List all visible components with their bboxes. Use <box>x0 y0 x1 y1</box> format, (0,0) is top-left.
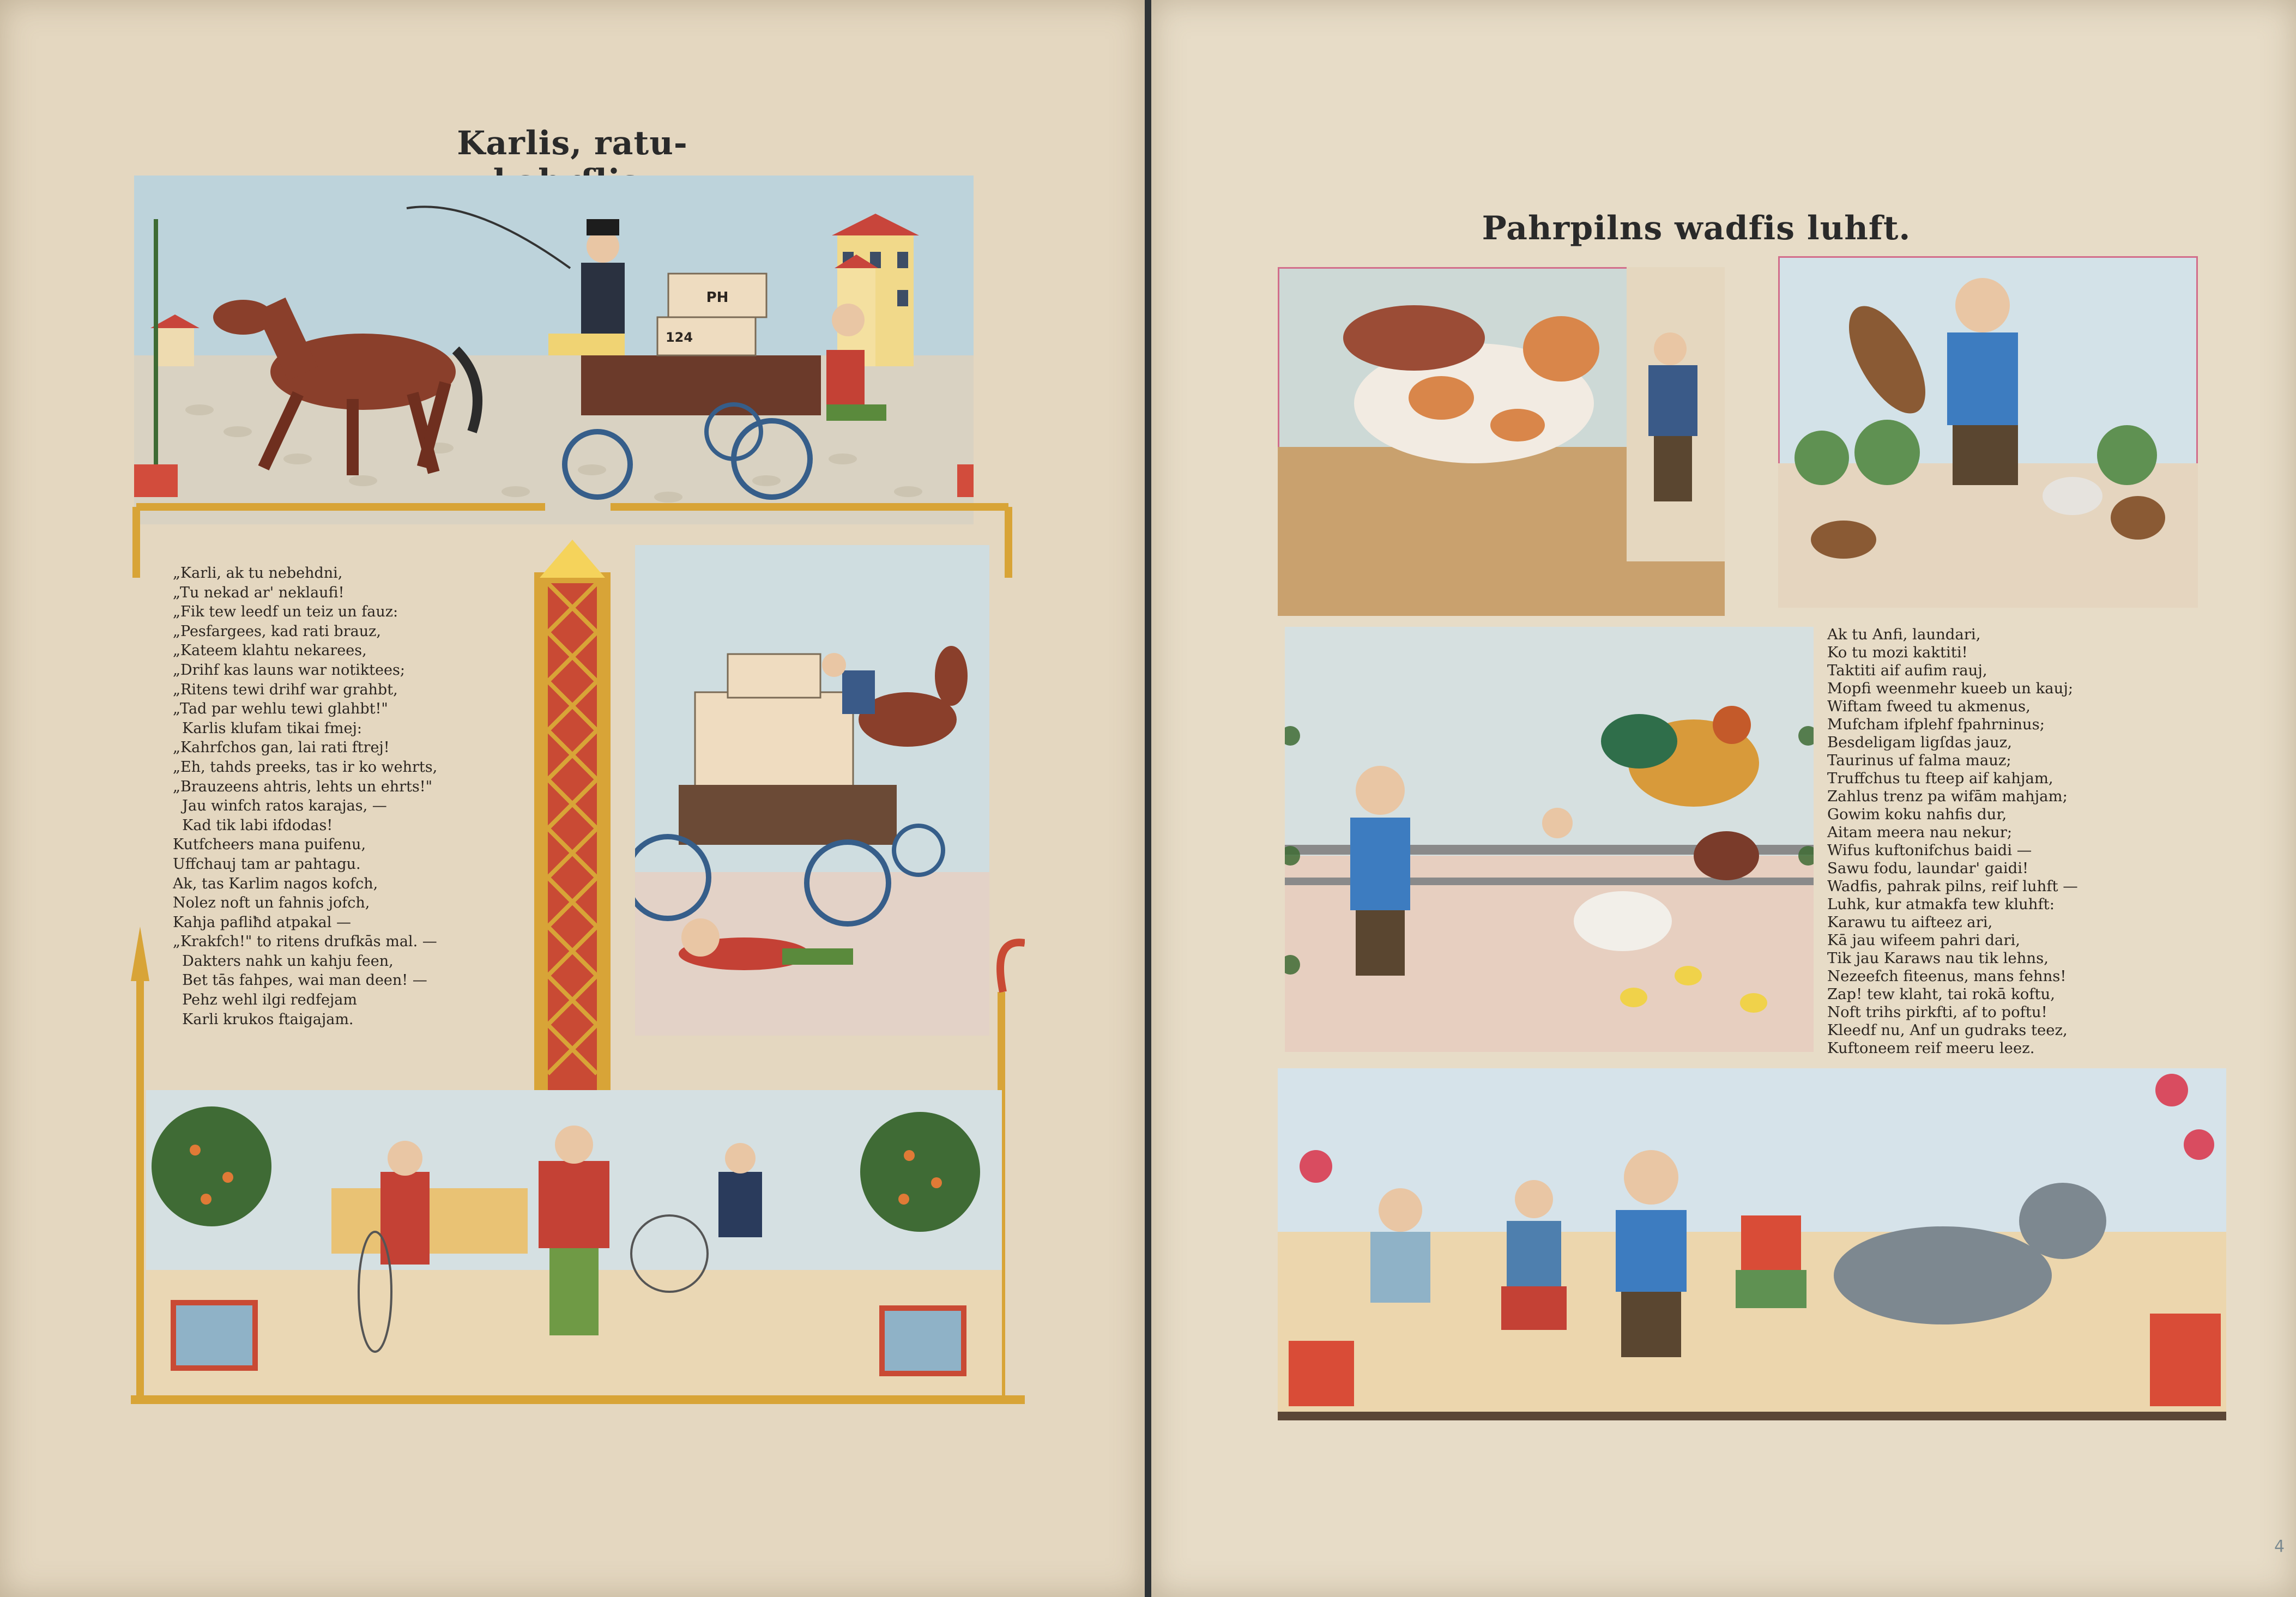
poem-line: Zahlus trenz pa wifām mahjam; <box>1827 788 2068 805</box>
right-page <box>1151 0 2296 1597</box>
poem-line: Aitam meera nau nekur; <box>1827 824 2013 841</box>
rooster-illustration <box>1285 627 1814 1052</box>
poem-line: Sawu fodu, laundar' gaidi! <box>1827 860 2029 877</box>
poem-line: Tik jau Karaws nau tik lehns, <box>1827 949 2049 967</box>
poem-line: Luhk, kur atmakfa tew kluhft: <box>1827 896 2055 913</box>
box-label-ph: PH <box>706 289 729 306</box>
poem-line: Bet tās fahpes, wai man deen! — <box>173 972 427 989</box>
poem-line: Wifus kuftonifchus baidi — <box>1827 842 2032 859</box>
poem-line: Uffchauj tam ar pahtagu. <box>173 855 361 873</box>
poem-line: Mopfi weenmehr kueeb un kauj; <box>1827 680 2074 697</box>
page-number: 4 <box>2274 1537 2285 1556</box>
poem-line: Kā jau wifeem pahri dari, <box>1827 931 2021 949</box>
poem-line: Kutfcheers mana puifenu, <box>173 836 366 854</box>
left-page-title: Karlis, ratu- <box>457 124 688 162</box>
poem-line: Zap! tew klaht, tai rokā koftu, <box>1827 985 2055 1003</box>
poem-line: „Kateem klahtu nekarees, <box>173 642 367 660</box>
poem-line: „Brauzeens ahtris, lehts un ehrts!" <box>173 778 433 795</box>
poem-line: Kad tik labi ifdodas! <box>173 816 333 834</box>
poem-line: „Drihf kas launs war notiktees; <box>173 661 405 679</box>
poem-line: Noft trihs pirkfti, af to poftu! <box>1827 1003 2047 1021</box>
poem-line: „Krakfch!" to ritens drufkās mal. — <box>173 933 437 951</box>
poem-line: „Ritens tewi drihf war grahbt, <box>173 681 398 698</box>
poem-line: „Fik tew leedf un teiz un fauz: <box>173 603 398 621</box>
poem-line: Pehz wehl ilgi redfejam <box>173 991 357 1009</box>
poem-line: Ak tu Anfi, laundari, <box>1827 626 1981 643</box>
right-page-title: Pahrpilns wadfis luhft. <box>1482 209 1911 247</box>
poem-line: Kuftoneem reif meeru leez. <box>1827 1039 2035 1057</box>
poem-line: „Kahrfchos gan, lai rati ftrej! <box>173 739 390 757</box>
dog-chase-illustration <box>1278 1068 2226 1423</box>
poem-line: „Tu nekad ar' neklaufi! <box>173 584 345 601</box>
poem-line: Dakters nahk un kahju feen, <box>173 952 394 970</box>
poem-line: Kahja pafliħd atpakal — <box>173 914 351 931</box>
poem-line: Wiftam fweed tu akmenus, <box>1827 698 2031 715</box>
poem-line: Nezeefch fiteenus, mans fehns! <box>1827 967 2067 985</box>
poem-line: Karlis klufam tikai fmej: <box>173 719 362 737</box>
poem-line: Truffchus tu fteep aif kahjam, <box>1827 770 2053 787</box>
poem-line: „Tad par wehlu tewi glahbt!" <box>173 700 388 718</box>
poem-line: Jau winfch ratos karajas, — <box>173 797 387 815</box>
poem-line: Wadfis, pahrak pilns, reif luhft — <box>1827 878 2078 895</box>
cow-barn-illustration <box>1278 267 1725 616</box>
poem-line: Mufcham ifplehf fpahrninus; <box>1827 716 2045 733</box>
poem-line: Karawu tu aifteez ari, <box>1827 914 1993 931</box>
cart-accident-illustration <box>635 545 989 1036</box>
poem-line: Nolez noft un fahnis jofch, <box>173 894 370 912</box>
poem-line: Kleedf nu, Anf un gudraks teez, <box>1827 1021 2068 1039</box>
poem-line: „Karli, ak tu nebehdni, <box>173 565 343 582</box>
box-label-124: 124 <box>665 330 693 345</box>
poem-line: Taktiti aif aufim rauj, <box>1827 662 1987 679</box>
poem-line: Ak, tas Karlim nagos kofch, <box>173 875 378 892</box>
right-poem <box>1827 626 2078 1057</box>
poem-line: Besdeligam ligſdas jauz, <box>1827 734 2012 751</box>
garden-scene-illustration <box>146 1090 1002 1395</box>
poem-line: „Pesfargees, kad rati brauz, <box>173 622 381 640</box>
poem-line: Taurinus uf falma mauz; <box>1827 752 2011 769</box>
left-page <box>0 0 1145 1597</box>
poem-line: Karli krukos ftaigajam. <box>173 1011 354 1028</box>
rabbit-illustration <box>1778 256 2198 608</box>
horse-cart-illustration <box>134 176 974 524</box>
poem-line: „Eh, tahds preeks, tas ir ko wehrts, <box>173 758 438 776</box>
poem-line: Ko tu mozi kaktiti! <box>1827 644 1968 661</box>
poem-line: Gowim koku nahfis dur, <box>1827 806 2007 823</box>
left-poem <box>173 564 437 1029</box>
